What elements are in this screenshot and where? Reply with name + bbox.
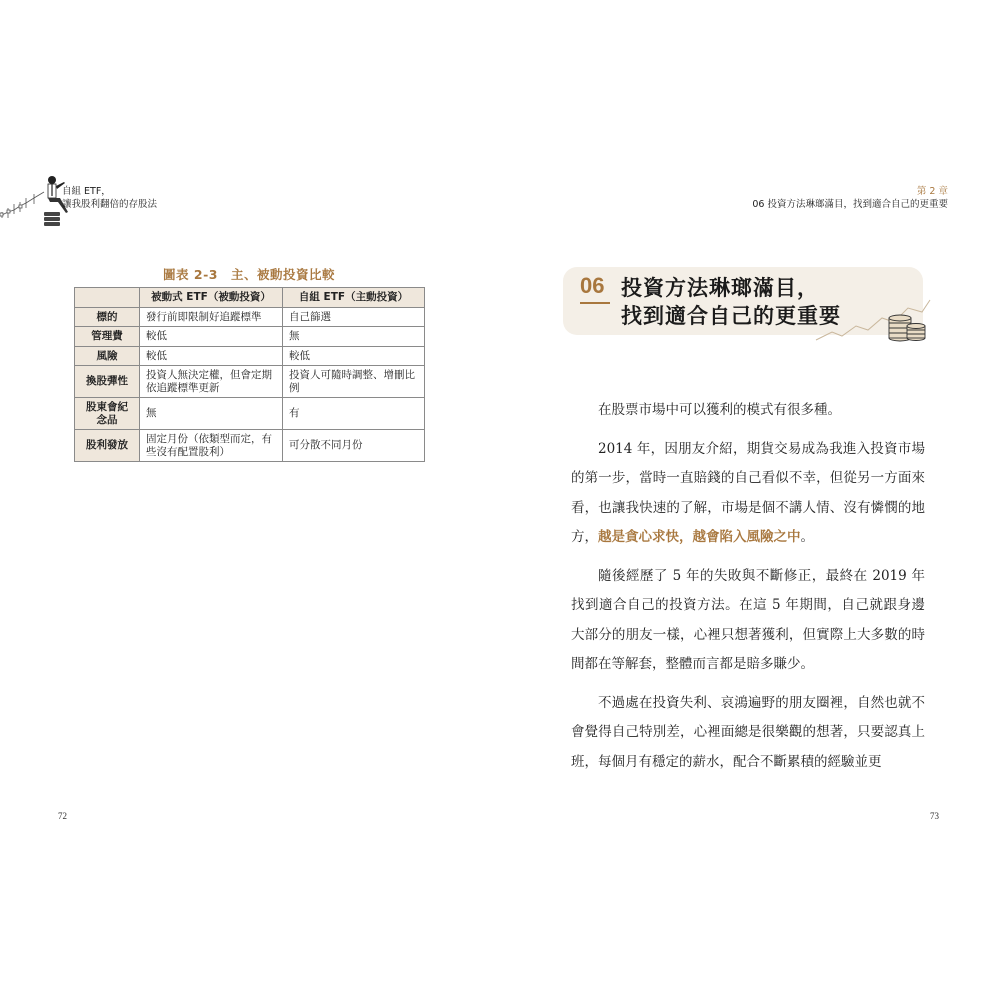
- book-title-line2: 讓我股利翻倍的存股法: [62, 198, 158, 210]
- cell-active: 有: [283, 398, 425, 430]
- cell-passive: 固定月份（依類型而定，有些沒有配置股利）: [140, 430, 283, 462]
- row-label: 管理費: [75, 327, 140, 347]
- chapter-subtitle: 06 投資方法琳瑯滿目，找到適合自己的更重要: [752, 198, 948, 210]
- chapter-label: 第 2 章: [916, 186, 948, 197]
- table-header-blank: [75, 288, 140, 308]
- cell-active: 較低: [283, 346, 425, 366]
- paragraph-text: 。: [800, 529, 814, 545]
- cell-passive: 發行前即限制好追蹤標準: [140, 307, 283, 327]
- section-title-line1: 投資方法琳瑯滿目，: [621, 276, 819, 300]
- cell-active: 可分散不同月份: [283, 430, 425, 462]
- row-label: 標的: [75, 307, 140, 327]
- table-row: [75, 327, 425, 347]
- paragraph: [571, 435, 925, 553]
- table-header-active: 自組 ETF（主動投資）: [283, 288, 425, 308]
- comparison-table: [74, 287, 425, 462]
- table-row: [75, 430, 425, 462]
- row-label: 股東會紀念品: [75, 398, 140, 430]
- cell-active: 自己篩選: [283, 307, 425, 327]
- section-number: 06: [580, 273, 605, 298]
- cell-active: 投資人可隨時調整、增刪比例: [283, 366, 425, 398]
- paragraph: 在股票市場中可以獲利的模式有很多種。: [598, 402, 841, 418]
- body-text: [571, 396, 925, 786]
- cell-passive: 投資人無決定權，但會定期依追蹤標準更新: [140, 366, 283, 398]
- page-number-left: 72: [58, 811, 67, 821]
- cell-active: 無: [283, 327, 425, 347]
- row-label: 風險: [75, 346, 140, 366]
- cell-passive: 較低: [140, 327, 283, 347]
- table-row: [75, 366, 425, 398]
- row-label: 換股彈性: [75, 366, 140, 398]
- table-header-passive: 被動式 ETF（被動投資）: [140, 288, 283, 308]
- table-row: [75, 307, 425, 327]
- book-title-header: [62, 186, 157, 211]
- paragraph-text: 2014 年，因朋友介紹，期貨交易成為我進入投資市場的第一步，當時一直賠錢的自己看似不幸，但從另一方面來看，也讓我快速的了解，市場是個不講人情、沒有憐憫的地方，: [571, 440, 925, 545]
- cell-passive: 較低: [140, 346, 283, 366]
- page-number-right: 73: [930, 811, 939, 821]
- highlighted-phrase: 越是貪心求快，越會陷入風險之中: [598, 529, 801, 545]
- book-title-line1: 自組 ETF，: [62, 186, 111, 197]
- section-number-underline: [580, 302, 610, 304]
- chapter-header: [752, 186, 948, 211]
- paragraph: 不過處在投資失利、哀鴻遍野的朋友圈裡，自然也就不會覺得自己特別差，心裡面總是很樂觀的想著，只要認真上班，每個月有穩定的薪水，配合不斷累積的經驗並更: [571, 694, 925, 770]
- section-title-line2: 找到適合自己的更重要: [621, 304, 841, 328]
- paragraph: 隨後經歷了 5 年的失敗與不斷修正，最終在 2019 年找到適合自己的投資方法。在這 5 年期間，自己就跟身邊大部分的朋友一樣，心裡只想著獲利，但實際上大多數的時間都在等解套，整體而言都是賠多賺少。: [571, 567, 925, 672]
- cell-passive: 無: [140, 398, 283, 430]
- table-header-row: [75, 288, 425, 308]
- table-row: [75, 398, 425, 430]
- table-row: [75, 346, 425, 366]
- coins-chart-icon: [812, 292, 932, 342]
- table-caption: 圖表 2-3 主、被動投資比較: [163, 267, 335, 282]
- row-label: 股利發放: [75, 430, 140, 462]
